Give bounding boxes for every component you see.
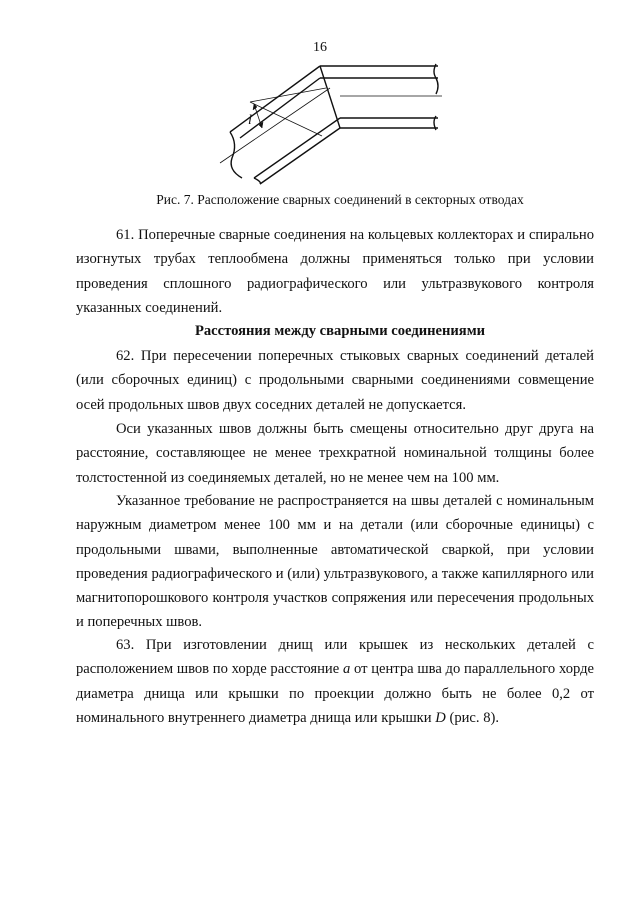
section-heading: Расстояния между сварными соединениями bbox=[194, 323, 486, 339]
variable-D: D bbox=[435, 709, 446, 726]
page-number: 16 bbox=[313, 40, 327, 55]
paragraph-62: 62. При пересечении поперечных стыковых сварных соединений деталей (или сборочных единиц) с продольными сварными соединениями совмещение осей продольных швов двух соседних деталей не допускается. bbox=[76, 348, 594, 413]
paragraph-62-exception: Указанное требование не распространяется на швы деталей с номинальным наружным диаметром менее 100 мм и на детали (или сборочные единицы) с продольными швами, выполненные автоматической сваркой, при условии проведения радиографического и (или) ультразвукового, а также капиллярного или магнитопорошкового контроля участков сопряжения или пересечения продольных и поперечных швов. bbox=[76, 493, 594, 631]
break-line-top bbox=[434, 64, 438, 94]
sector-weld-joint bbox=[320, 66, 340, 128]
dimension-line-lower bbox=[250, 102, 322, 136]
paragraph-63: 63. При изготовлении днищ или крышек из нескольких деталей с расположением швов по хорде расстояние a от центра шва до параллельного хорде диаметра днища или крышки по проекции должно быть не более 0,2 от номинального внутреннего диаметра днища или крышки D (рис. 8). bbox=[76, 637, 594, 726]
sector-bend-diagram bbox=[210, 58, 450, 188]
paragraph-62-offset: Оси указанных швов должны быть смещены относительно друг друга на расстояние, составляющее не менее трехкратной номинальной толщины более толстостенной из соединяемых деталей, но не менее чем на 100 мм. bbox=[76, 421, 594, 486]
paragraph-61: 61. Поперечные сварные соединения на кольцевых коллекторах и спирально изогнутых трубах теплообмена должны применяться только при условии проведения сплошного радиографического или ультразвукового контроля указанных соединений. bbox=[76, 227, 594, 316]
sector-outer-top bbox=[230, 66, 320, 132]
sector-wall-inner-bottom bbox=[254, 118, 340, 178]
variable-a: a bbox=[342, 661, 351, 678]
break-line-left-2 bbox=[254, 178, 260, 184]
dimension-label: l bbox=[248, 113, 252, 128]
sector-outer-bottom bbox=[260, 128, 340, 184]
figure-caption: Рис. 7. Расположение сварных соединений в секторных отводах bbox=[156, 192, 524, 207]
